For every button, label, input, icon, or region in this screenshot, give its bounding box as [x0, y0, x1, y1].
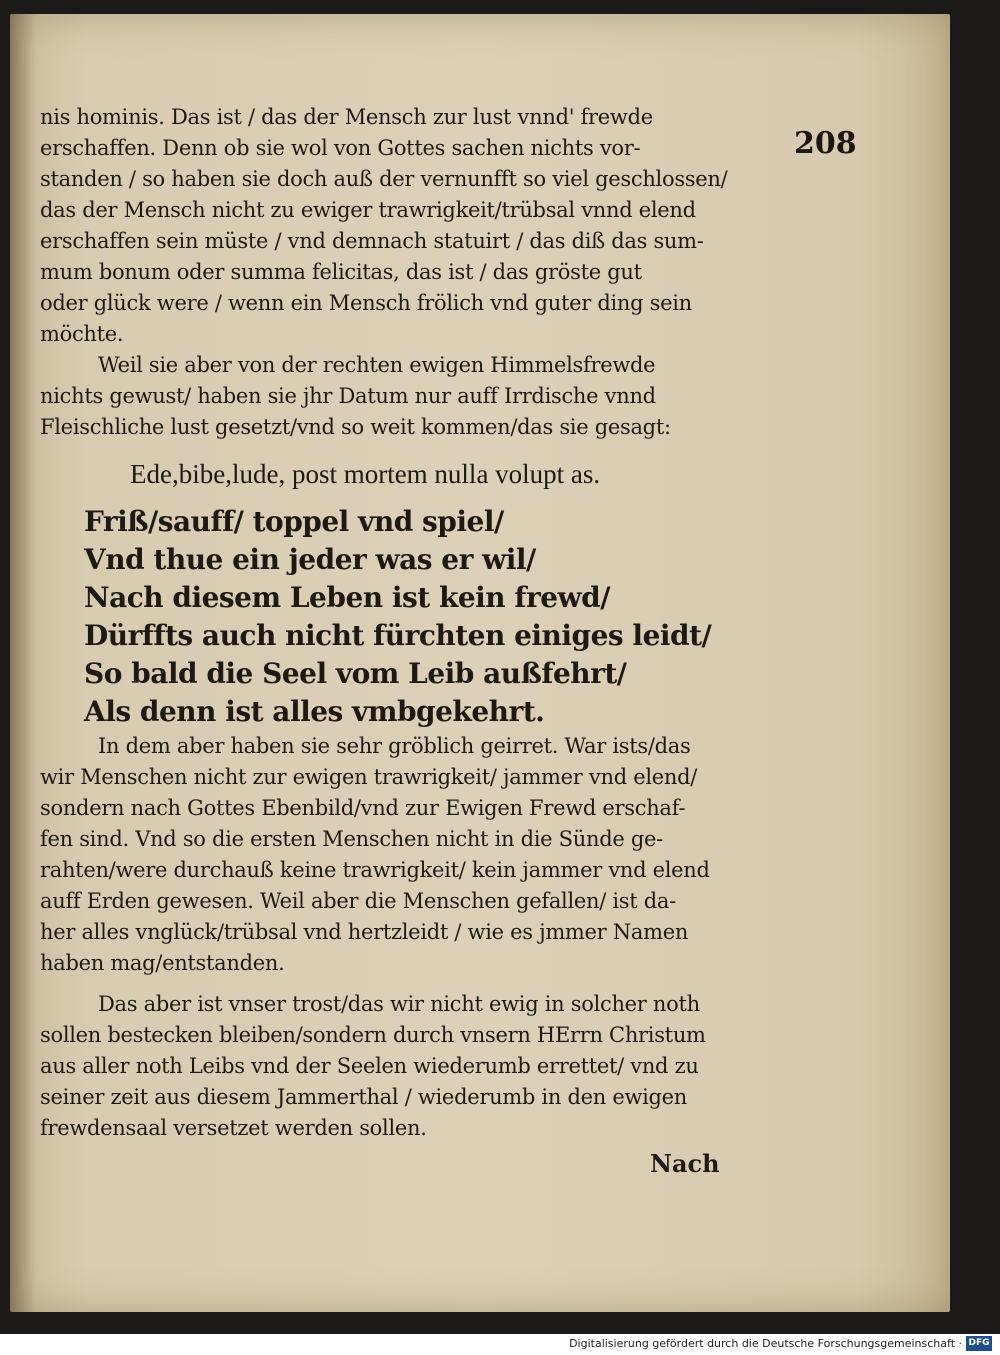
text-line: Weil sie aber von der rechten ewigen Himmelsfrewde — [98, 353, 656, 377]
text-line: Das aber ist vnser trost/das wir nicht ewig in solcher noth — [98, 992, 700, 1016]
page-gutter-shadow — [10, 14, 36, 1312]
text-line: nichts gewust/ haben sie jhr Datum nur auff Irrdische vnnd — [40, 384, 656, 408]
text-line: erschaffen sein müste / vnd demnach statuirt / das diß das sum- — [40, 229, 704, 253]
verse-line: Als denn ist alles vmbgekehrt. — [84, 695, 545, 728]
paragraph-spacer — [40, 979, 740, 989]
paragraph-1 — [40, 102, 740, 350]
footer-bar — [0, 1334, 1000, 1355]
text-line: seiner zeit aus diesem Jammerthal / wiederumb in den ewigen — [40, 1085, 688, 1109]
dfg-logo-icon: DFG — [966, 1336, 992, 1351]
text-line: her alles vnglück/trübsal vnd hertzleidt / wie es jmmer Namen — [40, 920, 689, 944]
latin-quote: Ede,bibe,lude, post mortem nulla volupt as. — [130, 459, 601, 489]
text-line: standen / so haben sie doch auß der vernunfft so viel geschlossen/ — [40, 167, 728, 191]
text-line: erschaffen. Denn ob sie wol von Gottes sachen nichts vor- — [40, 136, 641, 160]
page-text — [40, 102, 740, 1144]
text-line: auff Erden gewesen. Weil aber die Menschen gefallen/ ist da- — [40, 889, 676, 913]
text-line: das der Mensch nicht zu ewiger trawrigkeit/trübsal vnnd elend — [40, 198, 696, 222]
text-line: möchte. — [40, 322, 124, 346]
text-line: mum bonum oder summa felicitas, das ist / das gröste gut — [40, 260, 642, 284]
text-line: oder glück were / wenn ein Mensch frölich vnd guter ding sein — [40, 291, 692, 315]
text-line: fen sind. Vnd so die ersten Menschen nicht in die Sünde ge- — [40, 827, 663, 851]
funding-credit: Digitalisierung gefördert durch die Deutsche Forschungsgemeinschaft · — [569, 1337, 962, 1350]
verse-line: Dürffts auch nicht fürchten einiges leidt/ — [84, 619, 712, 652]
paragraph-3 — [40, 731, 740, 979]
verse-block — [40, 503, 740, 731]
catchword: Nach — [650, 1149, 720, 1178]
book-page — [10, 14, 950, 1312]
paragraph-2 — [40, 350, 740, 443]
verse-line: Friß/sauff/ toppel vnd spiel/ — [84, 505, 504, 538]
text-line: frewdensaal versetzet werden sollen. — [40, 1116, 427, 1140]
text-line: rahten/were durchauß keine trawrigkeit/ kein jammer vnd elend — [40, 858, 710, 882]
text-line: sollen bestecken bleiben/sondern durch vnsern HErrn Christum — [40, 1023, 706, 1047]
text-line: Fleischliche lust gesetzt/vnd so weit kommen/das sie gesagt: — [40, 415, 671, 439]
verse-line: So bald die Seel vom Leib außfehrt/ — [84, 657, 627, 690]
text-line: sondern nach Gottes Ebenbild/vnd zur Ewigen Frewd erschaf- — [40, 796, 686, 820]
text-line: wir Menschen nicht zur ewigen trawrigkeit/ jammer vnd elend/ — [40, 765, 698, 789]
page-number: 208 — [794, 126, 857, 161]
verse-line: Vnd thue ein jeder was er wil/ — [84, 543, 536, 576]
text-line: haben mag/entstanden. — [40, 951, 285, 975]
verse-line: Nach diesem Leben ist kein frewd/ — [84, 581, 610, 614]
paragraph-4 — [40, 989, 740, 1144]
text-line: In dem aber haben sie sehr gröblich geirret. War ists/das — [98, 734, 691, 758]
text-line: aus aller noth Leibs vnd der Seelen wiederumb errettet/ vnd zu — [40, 1054, 699, 1078]
text-line: nis hominis. Das ist / das der Mensch zur lust vnnd' frewde — [40, 105, 653, 129]
